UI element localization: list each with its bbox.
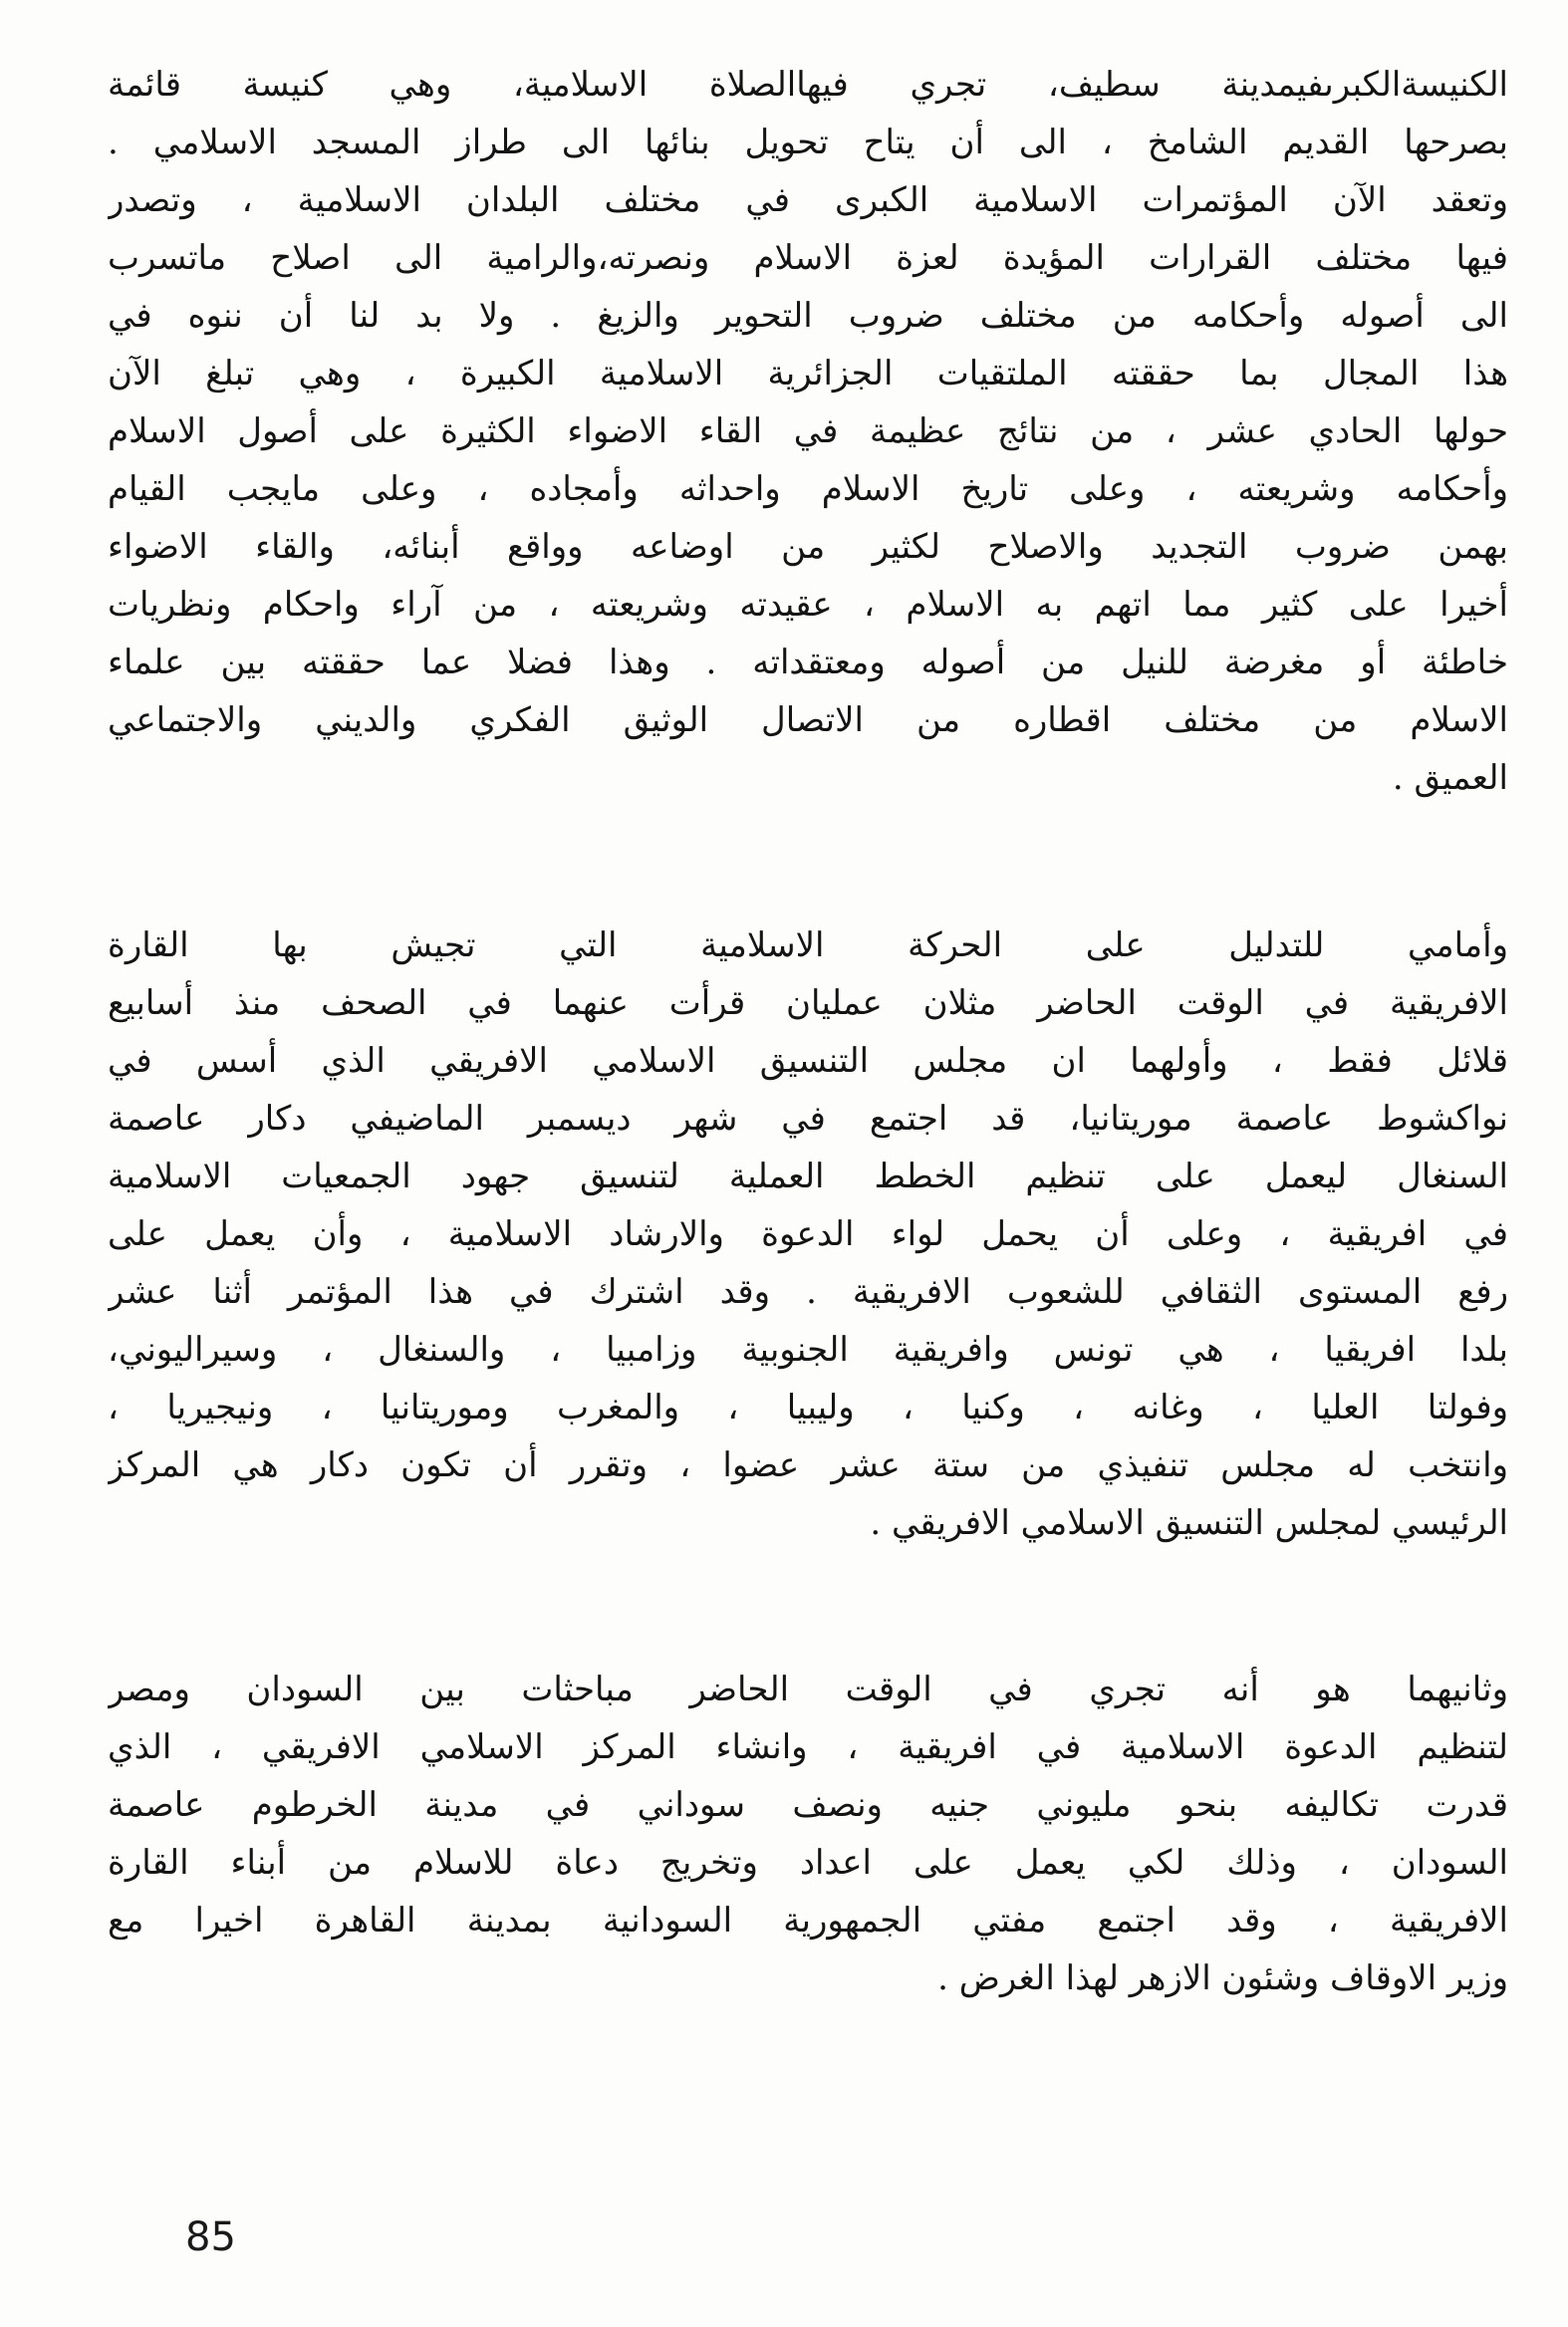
text-line: وزير الاوقاف وشئون الازهر لهذا الغرض .: [937, 1958, 1508, 1998]
text-line: الافريقية ، وقد اجتمع مفتي الجمهورية السودانية بمدينة القاهرة اخيرا مع: [108, 1901, 1508, 1940]
paragraph: [108, 1661, 1508, 2007]
text-line: بهمن ضروب التجديد والاصلاح لكثير من اوضاعه وواقع أبنائه، والقاء الاضواء: [108, 527, 1508, 567]
text-line: وأحكامه وشريعته ، وعلى تاريخ الاسلام واحداثه وأمجاده ، وعلى مايجب القيام: [108, 469, 1508, 509]
text-line: العميق .: [1392, 758, 1508, 798]
text-line: السودان ، وذلك لكي يعمل على اعداد وتخريج دعاة للاسلام من أبناء القارة: [108, 1843, 1508, 1883]
text-line: الرئيسي لمجلس التنسيق الاسلامي الافريقي .: [870, 1503, 1508, 1543]
text-line: الافريقية في الوقت الحاضر مثلان عمليان قرأت عنهما في الصحف منذ أسابيع: [108, 983, 1508, 1023]
page-number: 85: [185, 2214, 236, 2260]
text-line: هذا المجال بما حققته الملتقيات الجزائرية الاسلامية الكبيرة ، وهي تبلغ الآن: [108, 354, 1508, 393]
text-line: في افريقية ، وعلى أن يحمل لواء الدعوة والارشاد الاسلامية ، وأن يعمل على: [108, 1214, 1508, 1254]
text-line: قدرت تكاليفه بنحو مليوني جنيه ونصف سوداني في مدينة الخرطوم عاصمة: [108, 1785, 1508, 1825]
text-line: وأمامي للتدليل على الحركة الاسلامية التي تجيش بها القارة: [108, 925, 1508, 965]
text-line: نواكشوط عاصمة موريتانيا، قد اجتمع في شهر ديسمبر الماضيفي دكار عاصمة: [108, 1099, 1508, 1139]
text-line: أخيرا على كثير مما اتهم به الاسلام ، عقيدته وشريعته ، من آراء واحكام ونظريات: [108, 585, 1508, 625]
text-line: وثانيهما هو أنه تجري في الوقت الحاضر مباحثات بين السودان ومصر: [108, 1670, 1508, 1709]
text-line: الى أصوله وأحكامه من مختلف ضروب التحوير والزيغ . ولا بد لنا أن ننوه في: [108, 296, 1508, 336]
text-line: السنغال ليعمل على تنظيم الخطط العملية لتنسيق جهود الجمعيات الاسلامية: [108, 1157, 1508, 1196]
text-line: وفولتا العليا ، وغانه ، وكنيا ، وليبيا ، والمغرب وموريتانيا ، ونيجيريا ،: [108, 1388, 1508, 1427]
text-line: وتعقد الآن المؤتمرات الاسلامية الكبرى في مختلف البلدان الاسلامية ، وتصدر: [108, 180, 1508, 220]
text-line: وانتخب له مجلس تنفيذي من ستة عشر عضوا ، وتقرر أن تكون دكار هي المركز: [108, 1445, 1508, 1485]
text-line: خاطئة أو مغرضة للنيل من أصوله ومعتقداته . وهذا فضلا عما حققته بين علماء: [108, 643, 1508, 682]
text-line: فيها مختلف القرارات المؤيدة لعزة الاسلام ونصرته،والرامية الى اصلاح ماتسرب: [108, 238, 1508, 278]
text-line: الكنيسةالكبرىفيمدينة سطيف، تجري فيهاالصلاة الاسلامية، وهي كنيسة قائمة: [108, 65, 1508, 105]
text-line: حولها الحادي عشر ، من نتائج عظيمة في القاء الاضواء الكثيرة على أصول الاسلام: [108, 411, 1508, 451]
paragraph: [108, 916, 1508, 1552]
paragraph: [108, 56, 1508, 807]
text-line: بصرحها القديم الشامخ ، الى أن يتاح تحويل بنائها الى طراز المسجد الاسلامي .: [108, 123, 1508, 162]
text-line: الاسلام من مختلف اقطاره من الاتصال الوثيق الفكري والديني والاجتماعي: [108, 700, 1508, 740]
text-line: رفع المستوى الثقافي للشعوب الافريقية . وقد اشترك في هذا المؤتمر أثنا عشر: [108, 1272, 1508, 1312]
text-line: بلدا افريقيا ، هي تونس وافريقية الجنوبية وزامبيا ، والسنغال ، وسيراليوني،: [108, 1330, 1508, 1370]
text-line: لتنظيم الدعوة الاسلامية في افريقية ، وانشاء المركز الاسلامي الافريقي ، الذي: [108, 1727, 1508, 1767]
text-line: قلائل فقط ، وأولهما ان مجلس التنسيق الاسلامي الافريقي الذي أسس في: [108, 1041, 1508, 1081]
